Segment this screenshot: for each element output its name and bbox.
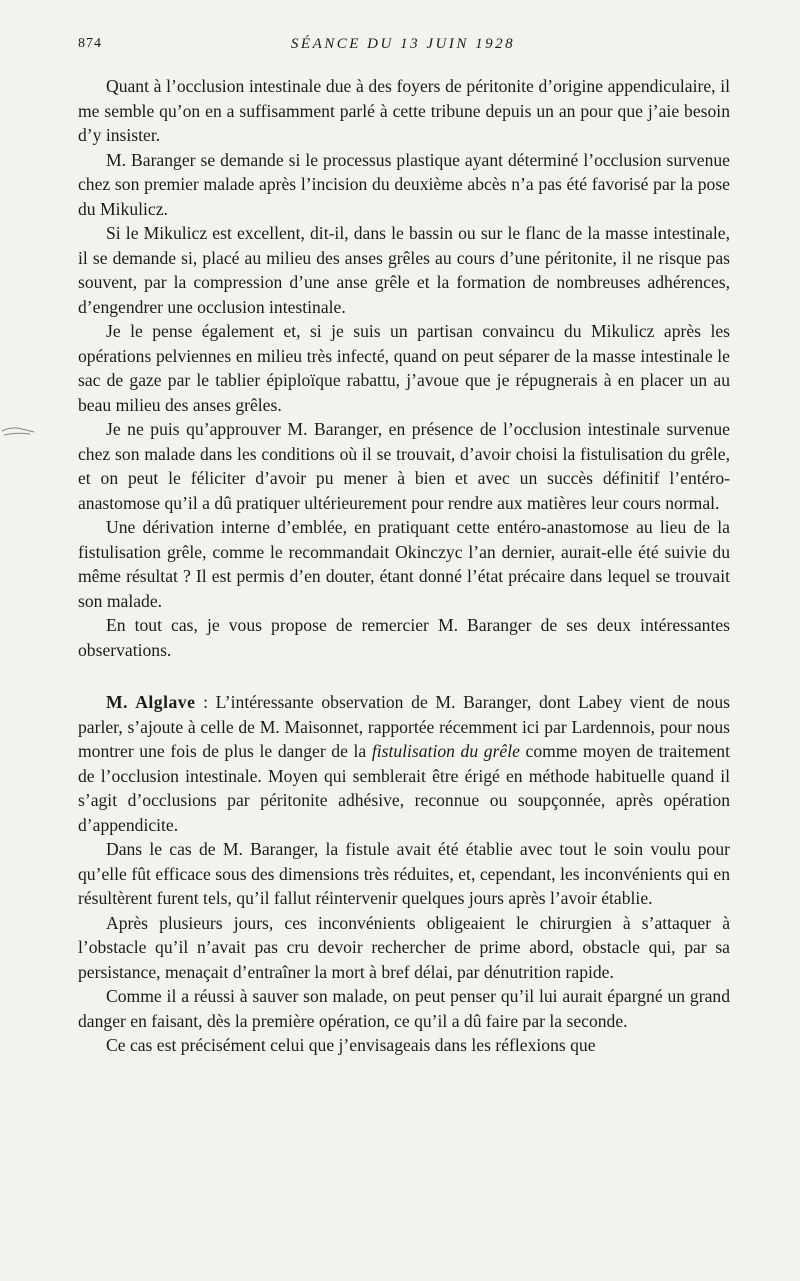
paragraph-8 xyxy=(78,690,730,837)
body-text xyxy=(78,74,730,1058)
paragraph-10: Après plusieurs jours, ces inconvénients obligeaient le chirurgien à s’attaquer à l’obstacle qu’il n’avait pas cru devoir rechercher de prime abord, obstacle qui, par sa persistance, menaçait d’entraîner la mort à bref délai, par dénutrition rapide. xyxy=(78,912,730,982)
paragraph-5: Je ne puis qu’approuver M. Baranger, en présence de l’occlusion intestinale survenue chez son malade dans les conditions où il se trouvait, d’avoir choisi la fistulisation du grêle, et on peut le féliciter d’avoir pu mener à bien et avec un succès définitif l’entéro-anastomose qu’il a dû pratiquer ultérieurement pour rendre aux matières leur cours normal. xyxy=(78,419,730,513)
paragraph-8-text-a: : L’intéressante observation de M. Baranger, dont Labey vient de nous parler, s’ajoute à celle de M. Maisonnet, rapportée récemment ici par Lardennois, pour nous montrer une fois de plus le danger de la xyxy=(78,692,730,761)
paragraph-8-italic: fistulisation du grêle xyxy=(371,741,520,761)
paragraph-7: En tout cas, je vous propose de remercier M. Baranger de ses deux intéressantes observations. xyxy=(78,615,730,660)
page-header xyxy=(78,36,728,58)
page-number: 874 xyxy=(78,36,102,51)
paragraph-9: Dans le cas de M. Baranger, la fistule avait été établie avec tout le soin voulu pour qu’elle fût efficace sous des dimensions très réduites, et, cependant, les inconvénients qui en résultèrent furent tels, qu’il fallut réintervenir quelques jours après l’avoir établie. xyxy=(78,839,730,908)
paragraph-3: Si le Mikulicz est excellent, dit-il, dans le bassin ou sur le flanc de la masse intestinale, il se demande si, placé au milieu des anses grêles au cours d’une péritonite, il ne risque pas souvent, par la compression d’une anse grêle et la formation de nombreuses adhérences, d’engendrer une occlusion intestinale. xyxy=(78,223,730,317)
speaker-name: M. Alglave xyxy=(106,692,196,712)
paragraph-1: Quant à l’occlusion intestinale due à des foyers de péritonite d’origine appendiculaire, il me semble qu’on en a suffisamment parlé à cette tribune depuis un an pour que j’aie besoin d’y insister. xyxy=(78,76,730,145)
section-gap xyxy=(78,662,730,690)
paragraph-6: Une dérivation interne d’emblée, en pratiquant cette entéro-anastomose au lieu de la fistulisation grêle, comme le recommandait Okinczyc l’an dernier, aurait-elle été suivie du même résultat ? Il est permis d’en douter, étant donné l’état précaire dans lequel se trouvait son malade. xyxy=(78,517,730,611)
margin-pencil-mark xyxy=(0,422,36,440)
paragraph-2: M. Baranger se demande si le processus plastique ayant déterminé l’occlusion survenue chez son premier malade après l’incision du deuxième abcès n’a pas été favorisé par la pose du Mikulicz. xyxy=(78,149,730,219)
paragraph-12: Ce cas est précisément celui que j’envisageais dans les réflexions que xyxy=(106,1035,596,1055)
paragraph-11: Comme il a réussi à sauver son malade, on peut penser qu’il lui aurait épargné un grand danger en faisant, dès la première opération, ce qu’il a dû faire par la seconde. xyxy=(78,986,730,1031)
paragraph-4: Je le pense également et, si je suis un partisan convaincu du Mikulicz après les opérations pelviennes en milieu très infecté, quand on peut séparer de la masse intestinale le sac de gaze par le tablier épiploïque rabattu, j’avoue que je répugnerais à en placer un au beau milieu des anses grêles. xyxy=(78,321,730,415)
running-head: SÉANCE DU 13 JUIN 1928 xyxy=(290,36,516,52)
paragraph-8-text-b: comme moyen de traitement de l’occlusion intestinale. Moyen qui semblerait être érigé en méthode habituelle quand il s’agit d’occlusions par péritonite adhésive, reconnue ou soupçonnée, après opération d’appendicite. xyxy=(78,741,730,835)
